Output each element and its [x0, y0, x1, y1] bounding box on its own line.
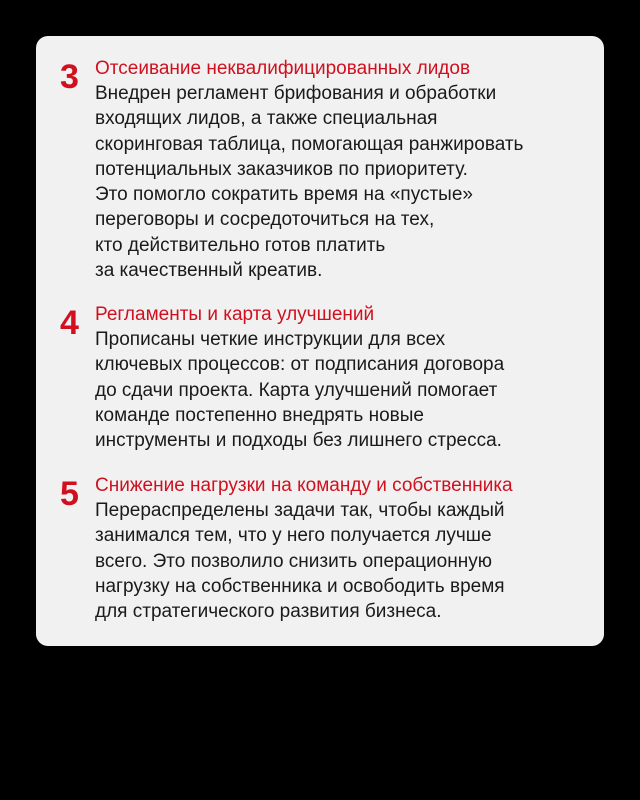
item-number: 4 [60, 304, 79, 342]
body-line: переговоры и сосредоточиться на тех, [95, 209, 435, 231]
content-card [36, 36, 604, 646]
item-number: 5 [60, 475, 79, 513]
body-line: кто действительно готов платить [95, 234, 386, 256]
item-number: 3 [60, 58, 79, 96]
body-line: входящих лидов, а также специальная [95, 108, 438, 130]
item-title: Регламенты и карта улучшений [95, 304, 375, 325]
body-line: за качественный креатив. [95, 260, 323, 282]
item-body [95, 81, 523, 283]
body-line: скоринговая таблица, помогающая ранжировать [95, 133, 524, 155]
item-title: Отсеивание неквалифицированных лидов [95, 58, 471, 79]
item-body [95, 498, 505, 624]
body-line: потенциальных заказчиков по приоритету. [95, 158, 468, 180]
item-body [95, 327, 504, 453]
body-line: нагрузку на собственника и освободить время [95, 575, 505, 597]
body-line: ключевых процессов: от подписания договора [95, 354, 505, 376]
item-title: Снижение нагрузки на команду и собственника [95, 475, 513, 496]
body-line: Внедрен регламент брифования и обработки [95, 83, 497, 104]
body-line: всего. Это позволило снизить операционную [95, 550, 492, 572]
body-line: Прописаны четкие инструкции для всех [95, 329, 446, 350]
body-line: команде постепенно внедрять новые [95, 404, 424, 426]
body-line: для стратегического развития бизнеса. [95, 601, 442, 623]
body-line: инструменты и подходы без лишнего стресса. [95, 430, 502, 452]
body-line: занимался тем, что у него получается лучше [95, 525, 492, 547]
body-line: Это помогло сократить время на «пустые» [95, 184, 473, 206]
body-line: до сдачи проекта. Карта улучшений помогает [95, 379, 498, 401]
body-line: Перераспределены задачи так, чтобы каждый [95, 500, 505, 521]
